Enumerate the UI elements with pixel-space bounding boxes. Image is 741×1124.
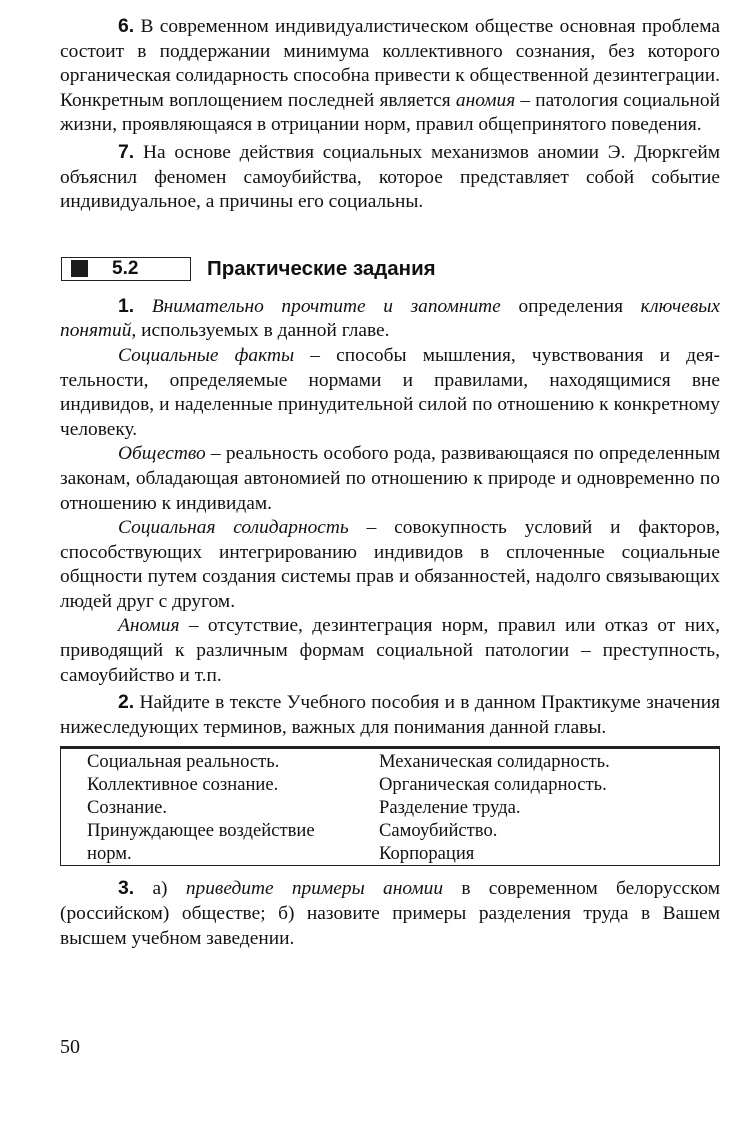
definition-term: Общество xyxy=(118,443,206,465)
definition-text: – совокупность условий и факторов, способствующих интегрированию индивидов в сплоченные социальные общности путем создания системы прав и обязанностей, надолго связывающих людей друг с другом. xyxy=(60,517,720,612)
term-anomie-italic: аномия xyxy=(455,89,516,111)
terms-column-left xyxy=(87,751,379,865)
terms-column-right xyxy=(379,751,719,865)
section-number: 5.2 xyxy=(112,257,139,279)
task-number: 2. xyxy=(118,691,135,714)
term-item: норм. xyxy=(87,842,132,864)
definition-text: – способы мышления, чувствования и деятельности, определяемые нормами и правилами, находящимися вне индивидов, и наделенные принудительной силой по отношению к конкретному человеку. xyxy=(60,344,720,440)
item-number: 7. xyxy=(118,140,135,163)
definition-term: Аномия xyxy=(118,615,180,637)
section-heading xyxy=(60,254,720,288)
page-body xyxy=(60,14,720,951)
term-item: Самоубийство. xyxy=(379,819,498,841)
task-3: 3. а) приведите примеры аномии в современном белорусском (российском) обществе; б) назовите примеры разделения труда в Вашем высшем учебном заведении. xyxy=(60,877,720,949)
task-2: 2. Найдите в тексте Учебного пособия и в данном Практикуме значения нижеследующих терминов, важных для понимания данной главы. xyxy=(60,691,720,738)
term-item: Коллективное сознание. xyxy=(87,774,279,796)
definition-social-facts xyxy=(60,344,720,442)
term-item: Корпорация xyxy=(379,842,475,864)
task-number: 1. xyxy=(118,294,135,317)
term-item: Сознание. xyxy=(87,797,168,819)
definition-text: – отсутствие, дезинтеграция норм, правил или отказ от них, приводящий к различным формам социальной патологии – преступность, самоубийство и т.п. xyxy=(60,615,720,686)
term-item: Механическая солидарность. xyxy=(379,751,610,773)
term-item: Принуждающее воздействие xyxy=(87,819,315,841)
page-number: 50 xyxy=(60,1036,80,1058)
definition-term: Социальная солидарность xyxy=(118,517,349,539)
definition-text: – реальность особого рода, развивающаяся по определенным законам, обладающая автономией по отношению к природе и одновременно по отношению к индивидам. xyxy=(60,443,720,514)
black-square-icon xyxy=(71,260,88,277)
task-number: 3. xyxy=(118,877,135,900)
terms-table xyxy=(60,746,720,866)
task-1: 1. Внимательно прочтите и запомните определения ключевых понятий, используемых в данной главе. xyxy=(60,294,720,342)
paragraph-7: 7. На основе действия социальных механизмов аномии Э. Дюркгейм объяснил феномен самоубийства, которое представляет собой событие индивидуальное, а причины его социальны. xyxy=(60,140,720,213)
definition-anomie xyxy=(60,614,720,688)
section-number-box xyxy=(61,257,191,281)
section-title: Практические задания xyxy=(207,256,436,280)
term-item: Разделение труда. xyxy=(379,797,521,819)
term-item: Социальная реальность. xyxy=(87,751,280,773)
paragraph-6: 6. В современном индивидуалистическом обществе основная проблема состоит в поддержании минимума коллективного сознания, без которого органическая солидарность способна привести к общественной дезинтеграции. Конкретным воплощением последней является аномия – патология социальной жизни, проявляющаяся в отрицании норм, правил общепринятого поведения. xyxy=(60,15,720,136)
definition-society xyxy=(60,442,720,516)
item-number: 6. xyxy=(118,15,135,37)
term-item: Органическая солидарность. xyxy=(379,774,607,796)
definition-term: Социальные факты xyxy=(118,344,295,366)
definition-social-solidarity xyxy=(60,516,720,614)
